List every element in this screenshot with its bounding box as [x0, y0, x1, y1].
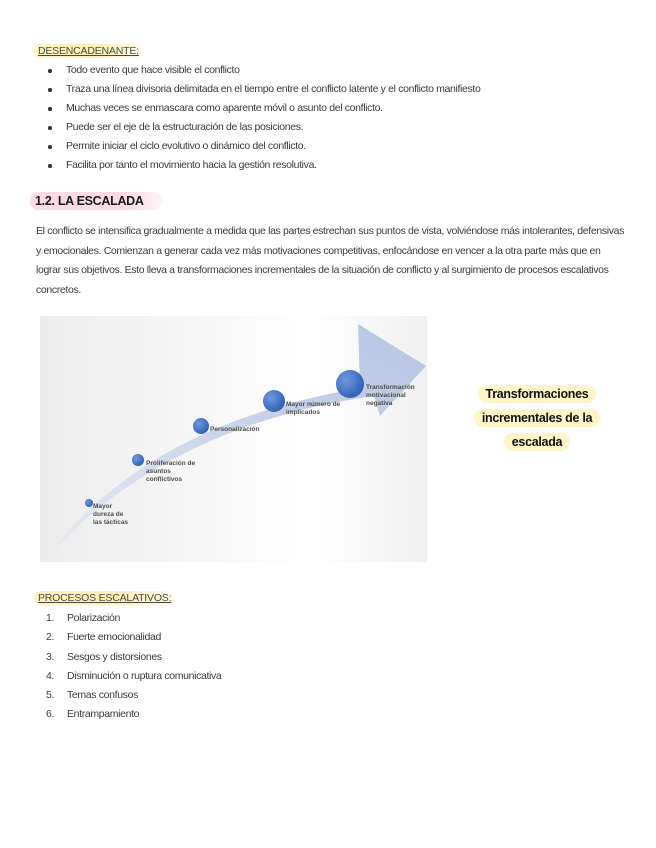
- stage-label: Mayor número de implicados: [286, 401, 341, 416]
- stage-dot: [336, 370, 364, 398]
- list-item: Facilita por tanto el movimiento hacia la gestión resolutiva.: [48, 156, 480, 175]
- procesos-list: [46, 609, 221, 725]
- item-text: Polarización: [67, 612, 120, 624]
- item-number: 1.: [46, 612, 55, 624]
- item-number: 3.: [46, 650, 55, 663]
- callout-line: incrementales de la: [474, 409, 600, 427]
- stage-label: Personalización: [210, 426, 260, 433]
- callout-line: escalada: [504, 433, 570, 451]
- callout-line: Transformaciones: [478, 385, 597, 403]
- list-item: Traza una línea divisoria delimitada en el tiempo entre el conflicto latente y el conflicto manifiesto: [48, 80, 480, 99]
- list-item: Permite iniciar el ciclo evolutivo o dinámico del conflicto.: [48, 137, 480, 156]
- list-item: Todo evento que hace visible el conflicto: [48, 61, 480, 80]
- stage-dot: [85, 499, 93, 507]
- item-text: Disminución o ruptura comunicativa: [67, 669, 222, 682]
- procesos-heading: PROCESOS ESCALATIVOS:: [34, 591, 175, 605]
- stage-dot: [263, 390, 285, 412]
- escalada-paragraph: El conflicto se intensifica gradualmente a medida que las partes estrechan sus puntos de vista, volviéndose más intolerantes, defensivas y emocionales. Comienzan a generar cada vez más motivaciones competitivas, enfocándose en vencer a la otra parte más que en lograr sus objetivos. Esto lleva a transformaciones incrementales de la situación de conflicto y al surgimiento de procesos escalativos concretos.: [36, 225, 625, 296]
- list-item: Muchas veces se enmascara como aparente móvil o asunto del conflicto.: [48, 99, 480, 118]
- desencadenante-list: [48, 61, 480, 175]
- item-text: Fuerte emocionalidad: [67, 631, 161, 644]
- list-item: Puede ser el eje de la estructuración de las posiciones.: [48, 118, 480, 137]
- list-item: [46, 686, 221, 705]
- stage-label: Transformación motivacional negativa: [366, 384, 415, 407]
- escalada-heading: 1.2. LA ESCALADA: [30, 192, 162, 210]
- item-number: 6.: [46, 708, 55, 721]
- escalada-diagram: [40, 316, 427, 562]
- desencadenante-heading: DESENCADENANTE:: [34, 44, 143, 58]
- item-text: Temas confusos: [67, 689, 138, 702]
- item-text: Entrampamiento: [67, 708, 140, 721]
- stage-label: Proliferación de asuntos conflictivos: [146, 460, 196, 483]
- list-item: [46, 609, 221, 628]
- callout-box: [452, 382, 622, 454]
- stage-dot: [132, 454, 144, 466]
- stage-label: Mayor dureza de las tácticas: [93, 503, 129, 526]
- item-number: 2.: [46, 631, 55, 644]
- list-item: [46, 648, 221, 667]
- stage-dot: [193, 418, 209, 434]
- item-text: Sesgos y distorsiones: [67, 650, 162, 663]
- item-number: 4.: [46, 669, 55, 682]
- item-number: 5.: [46, 689, 55, 702]
- list-item: [46, 705, 221, 724]
- list-item: [46, 667, 221, 686]
- list-item: [46, 628, 221, 647]
